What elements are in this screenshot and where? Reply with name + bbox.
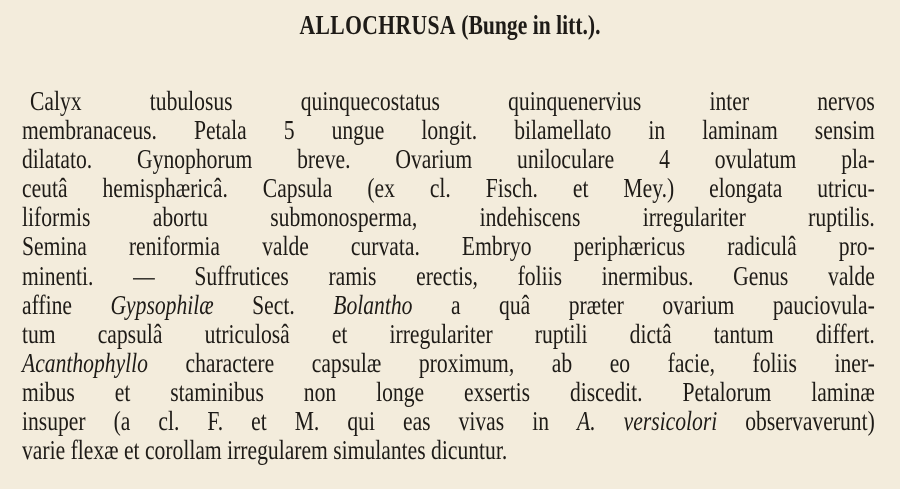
genus-author-citation: (Bunge in litt.). (461, 10, 601, 40)
text-line: Calyx tubulosus quinquecostatus quinquenervius inter nervos (30, 86, 875, 116)
genus-heading (90, 8, 810, 42)
genus-description (22, 87, 875, 465)
text-line: dilatato. Gynophorum breve. Ovarium uniloculare 4 ovulatum pla- (22, 144, 875, 175)
text-line: tum capsulâ utriculosâ et irregulariter ruptili dictâ tantum differt. (22, 318, 875, 349)
text-line: mibus et staminibus non longe exsertis discedit. Petalorum laminæ (22, 376, 875, 407)
text-line: affine Gypsophilæ Sect. Bolantho a quâ præter ovarium pauciovula- (22, 289, 875, 320)
taxon-name-italic: Gypsophilæ (110, 289, 214, 320)
genus-name: ALLOCHRUSA (299, 10, 456, 40)
text-line: Acanthophyllo charactere capsulæ proximum, ab eo facie, foliis iner- (22, 347, 875, 378)
taxon-name-italic: A. versicolori (577, 406, 718, 437)
taxon-name-italic: Bolantho (333, 289, 413, 320)
text-line: membranaceus. Petala 5 ungue longit. bilamellato in laminam sensim (22, 115, 875, 146)
taxon-name-italic: Acanthophyllo (22, 347, 148, 378)
text-line: minenti. — Suffrutices ramis erectis, foliis inermibus. Genus valde (22, 260, 875, 291)
text-line: liformis abortu submonosperma, indehiscens irregulariter ruptilis. (22, 202, 875, 233)
text-line: Semina reniformia valde curvata. Embryo periphæricus radiculâ pro- (22, 231, 875, 262)
text-line: varie flexæ et corollam irregularem simulantes dicuntur. (22, 435, 508, 466)
text-line: insuper (a cl. F. et M. qui eas vivas in A. versicolori observaverunt) (22, 406, 875, 437)
text-line: ceutâ hemisphæricâ. Capsula (ex cl. Fisch. et Mey.) elongata utricu- (22, 173, 875, 204)
